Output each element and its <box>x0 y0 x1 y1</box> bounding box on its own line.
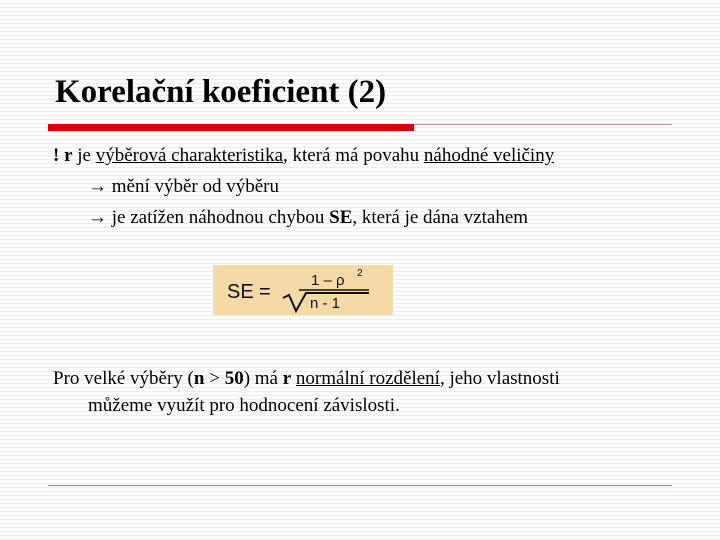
r-variable: r <box>282 368 292 389</box>
fifty-value: 50 <box>224 368 244 389</box>
paragraph-2-line-1: Pro velké výběry (n > 50) má r normální rozdělení, jeho vlastnosti <box>53 368 560 389</box>
underlined-term-random-variable: náhodné veličiny <box>423 145 555 166</box>
paragraph-line-1: ! r je výběrová charakteristika, která má povahu náhodné veličiny <box>53 145 555 166</box>
formula-exponent: 2 <box>357 268 363 279</box>
formula-image <box>213 265 393 315</box>
formula-lhs: SE <box>227 281 254 303</box>
paragraph-line-2: → mění výběr od výběru <box>88 176 280 197</box>
formula-numerator: 1 – ρ <box>311 272 345 289</box>
exclamation-r: ! r <box>53 145 73 166</box>
formula-denominator: n - 1 <box>310 295 341 312</box>
underlined-term-normal-distribution: normální rozdělení <box>295 368 440 389</box>
bottom-rule <box>48 485 672 486</box>
se-term: SE <box>329 207 353 228</box>
title-accent-bar <box>48 124 414 131</box>
n-variable: n <box>193 368 205 389</box>
paragraph-2-line-2: můžeme využít pro hodnocení závislosti. <box>88 395 400 416</box>
slide-title: Korelační koeficient (2) <box>55 74 387 110</box>
underlined-term-sample-statistic: výběrová charakteristika <box>95 145 284 166</box>
arrow-icon: → <box>88 176 107 197</box>
formula-equals: = <box>259 281 271 303</box>
paragraph-line-3: → je zatížen náhodnou chybou SE, která je dána vztahem <box>88 207 529 228</box>
arrow-icon: → <box>88 207 107 228</box>
